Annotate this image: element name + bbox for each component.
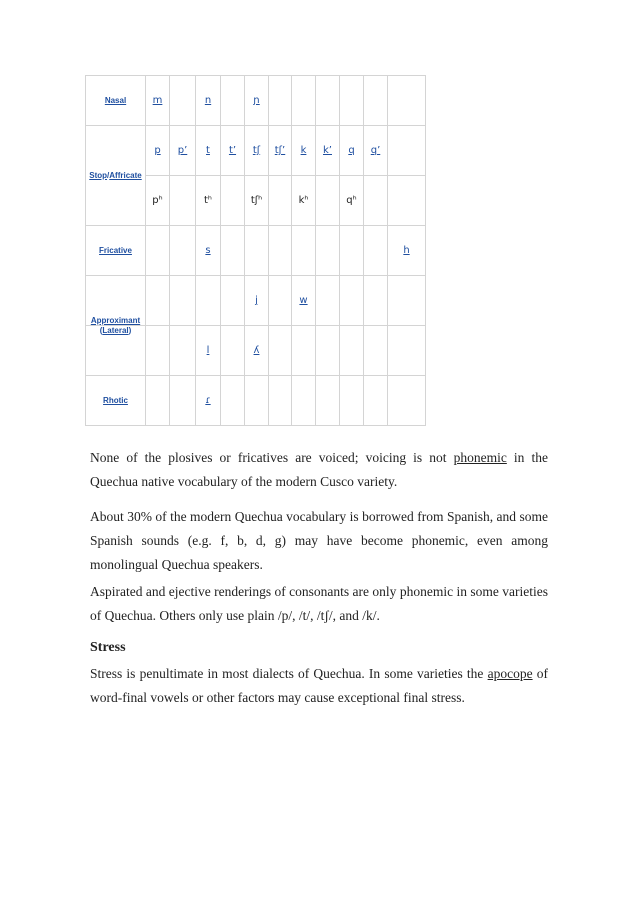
phoneme-cell: kʰ <box>292 176 316 226</box>
phoneme-cell[interactable]: q <box>340 126 364 176</box>
apocope-link[interactable]: apocope <box>487 666 533 681</box>
phoneme-cell: pʰ <box>146 176 170 226</box>
approximant-row <box>86 276 426 326</box>
phoneme-cell[interactable]: q’ <box>364 126 388 176</box>
phonemic-link[interactable]: phonemic <box>453 450 507 465</box>
row-label-nasal: Nasal <box>86 76 146 126</box>
row-label-approximant: Approximant <box>86 276 146 326</box>
paragraph-voicing: None of the plosives or fricatives are voiced; voicing is not phonemic in the Quechua native vocabulary of the modern Cusco variety. <box>90 450 548 489</box>
phoneme-cell[interactable]: p’ <box>170 126 196 176</box>
phoneme-cell[interactable]: ɲ <box>245 76 269 126</box>
phoneme-cell[interactable]: n <box>196 76 221 126</box>
phoneme-cell[interactable]: tʃ’ <box>269 126 292 176</box>
row-label-rhotic: Rhotic <box>86 376 146 426</box>
rhotic-row <box>86 376 426 426</box>
phoneme-cell[interactable]: k’ <box>316 126 340 176</box>
lateral-row <box>86 326 426 376</box>
phoneme-table <box>85 75 426 426</box>
nasal-row <box>86 76 426 126</box>
phoneme-cell: tʃʰ <box>245 176 269 226</box>
phoneme-cell: qʰ <box>340 176 364 226</box>
section-heading-stress: Stress <box>90 640 126 655</box>
paragraph-borrowing: About 30% of the modern Quechua vocabulary is borrowed from Spanish, and some Spanish sounds (e.g. f, b, d, g) may have become phonemic, even among monolingual Quechua speakers. <box>90 509 548 572</box>
paragraph-stress: Stress is penultimate in most dialects of Quechua. In some varieties the apocope of word-final vowels or other factors may cause exceptional final stress. <box>90 666 548 705</box>
phoneme-cell[interactable]: l <box>196 326 221 376</box>
phoneme-cell: tʰ <box>196 176 221 226</box>
stop-row <box>86 126 426 176</box>
phoneme-cell[interactable]: m <box>146 76 170 126</box>
phoneme-cell[interactable]: t’ <box>221 126 245 176</box>
phoneme-cell[interactable]: w <box>292 276 316 326</box>
phoneme-cell[interactable]: k <box>292 126 316 176</box>
paragraph-aspirated: Aspirated and ejective renderings of consonants are only phonemic in some varieties of Quechua. Others only use plain /p/, /t/, /tʃ/, and /k/. <box>90 584 548 623</box>
phoneme-cell[interactable]: tʃ <box>245 126 269 176</box>
row-label-fricative: Fricative <box>86 226 146 276</box>
phoneme-cell[interactable]: j <box>245 276 269 326</box>
row-label-stop-affricate: Stop/Affricate <box>86 126 146 226</box>
phoneme-cell[interactable]: h <box>388 226 426 276</box>
phoneme-cell[interactable]: ʎ <box>245 326 269 376</box>
phoneme-cell[interactable]: t <box>196 126 221 176</box>
phoneme-cell[interactable]: ɾ <box>196 376 221 426</box>
fricative-row <box>86 226 426 276</box>
phoneme-cell[interactable]: s <box>196 226 221 276</box>
phoneme-cell[interactable]: p <box>146 126 170 176</box>
row-label-lateral: (Lateral) <box>86 326 146 376</box>
